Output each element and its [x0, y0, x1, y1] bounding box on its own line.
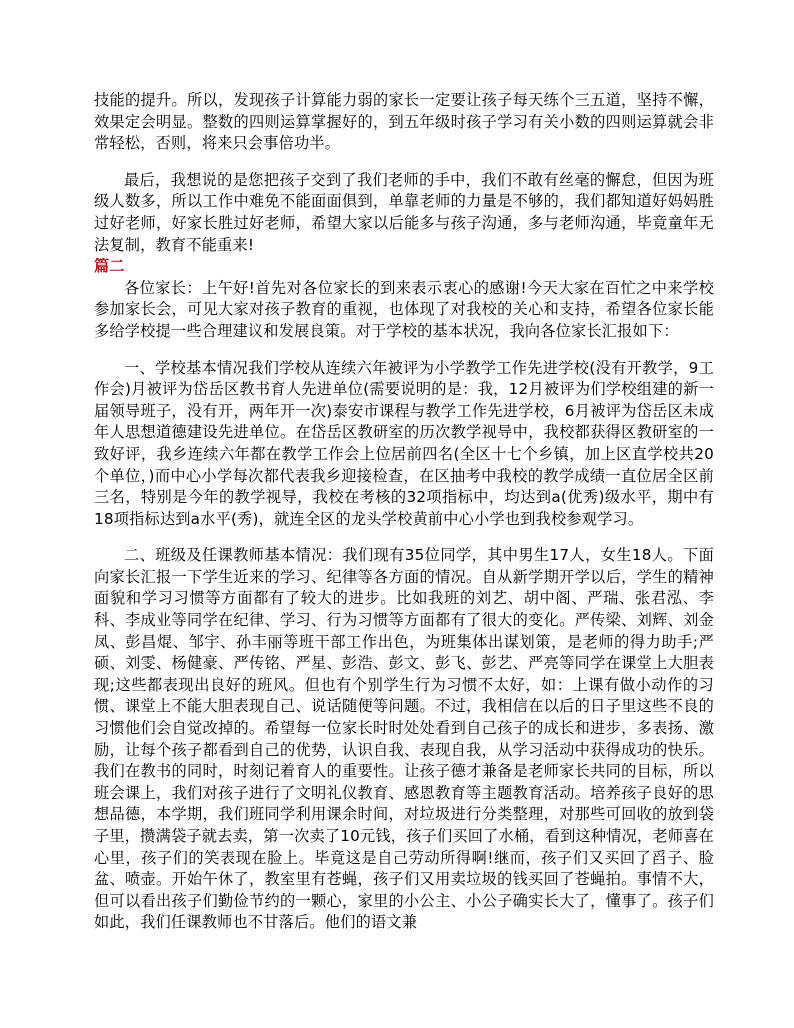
paragraph-gap — [94, 343, 714, 358]
paragraph-greeting: 各位家长：上午好!首先对各位家长的到来表示衷心的感谢!今天大家在百忙之中来学校参加家长会，可见大家对孩子教育的重视，也体现了对我校的关心和支持，希望各位家长能多给学校提一些合理建议和发展良策。对于学校的基本状况，我向各位家长汇报如下： — [94, 278, 714, 340]
paragraph-gap — [94, 155, 714, 170]
paragraph-gap — [94, 530, 714, 545]
paragraph-closing: 最后，我想说的是您把孩子交到了我们老师的手中，我们不敢有丝毫的懈怠，但因为班级人数多，所以工作中难免不能面面俱到，单靠老师的力量是不够的，我们都知道好妈妈胜过好老师，好家长胜过好老师，希望大家以后能多与孩子沟通，多与老师沟通，毕竟童年无法复制，教育不能重来! — [94, 170, 714, 254]
paragraph-class-info: 二、班级及任课教师基本情况：我们现有35位同学，其中男生17人，女生18人。下面向家长汇报一下学生近来的学习、纪律等各方面的情况。自从新学期开学以后，学生的精神面貌和学习习惯等方面都有了较大的进步。比如我班的刘艺、胡中阁、严瑞、张君泓、李科、李成业等同学在纪律、学习、行为习惯等方面都有了很大的变化。严传梁、刘辉、刘金凤、彭昌焜、邹宇、孙丰丽等班干部工作出色，为班集体出谋划策，是老师的得力助手;严硕、刘雯、杨健豪、严传铭、严星、彭浩、彭文、彭飞、彭艺、严亮等同学在课堂上大胆表现;这些都表现出良好的班风。但也有个别学生行为习惯不太好，如：上课有做小动作的习惯、课堂上不能大胆表现自己、说话随便等问题。不过，我相信在以后的日子里这些不良的习惯他们会自觉改掉的。希望每一位家长时时处处看到自己孩子的成长和进步，多表扬、激励，让每个孩子都看到自己的优势，认识自我、表现自我，从学习活动中获得成功的快乐。我们在教书的同时，时刻记着育人的重要性。让孩子德才兼备是老师家长共同的目标，所以班会课上，我们对孩子进行了文明礼仪教育、感恩教育等主题教育活动。培养孩子良好的思想品德，本学期，我们班同学利用课余时间，对垃圾进行分类整理，对那些可回收的放到袋子里，攒满袋子就去卖，第一次卖了10元钱，孩子们买回了水桶，看到这种情况，老师喜在心里，孩子们的笑表现在脸上。毕竟这是自己劳动所得啊!继而，孩子们又买回了舀子、脸盆、喷壶。开始午休了，教室里有苍蝇，孩子们又用卖垃圾的钱买回了苍蝇拍。事情不大，但可以看出孩子们勤俭节约的一颗心，家里的小公主、小公子确实长大了，懂事了。孩子们如此，我们任课教师也不甘落后。他们的语文兼 — [94, 546, 714, 932]
paragraph-school-info: 一、学校基本情况我们学校从连续六年被评为小学教学工作先进学校(没有开教学，9工作会)月被评为岱岳区教书育人先进单位(需要说明的是：我，12月被评为们学校组建的新一届领导班子，没有开，两年开一次)泰安市课程与教学工作先进学校，6月被评为岱岳区未成年人思想道德建设先进单位。在岱岳区教研室的历次教学视导中，我校都获得区教研室的一致好评，我乡连续六年都在教学工作会上位居前四名(全区十七个乡镇，加上区直学校共20个单位，)而中心小学每次都代表我乡迎接检查，在区抽考中我校的教学成绩一直位居全区前三名，特别是今年的教学视导，我校在考核的32项指标中，均达到a(优秀)级水平，期中有18项指标达到a水平(秀)，就连全区的龙头学校黄前中心小学也到我校参观学习。 — [94, 358, 714, 528]
paragraph-skill-improvement: 技能的提升。所以，发现孩子计算能力弱的家长一定要让孩子每天练个三五道，坚持不懈，效果定会明显。整数的四则运算掌握好的，到五年级时孩子学习有关小数的四则运算就会非常轻松，否则，将来只会事倍功半。 — [94, 91, 714, 153]
section-heading: 篇二 — [94, 257, 125, 276]
document-page — [94, 90, 714, 934]
